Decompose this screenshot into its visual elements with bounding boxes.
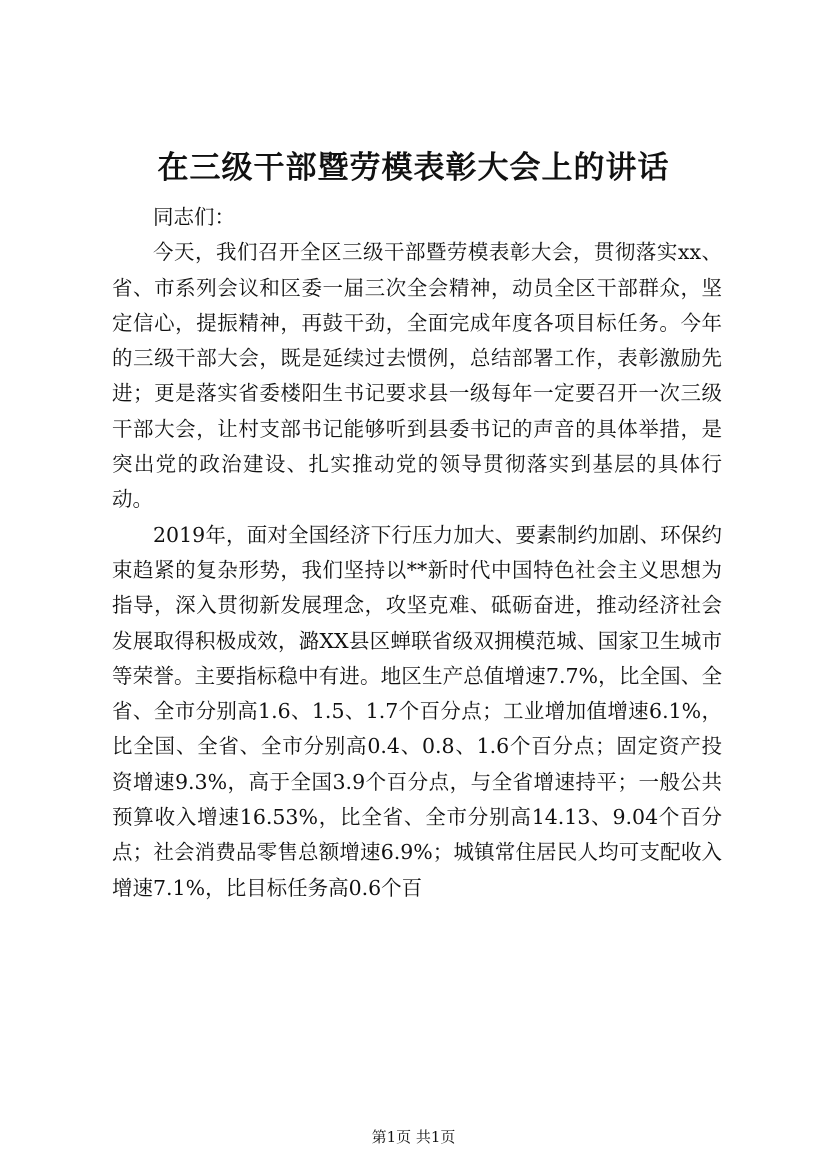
document-title: 在三级干部暨劳模表彰大会上的讲话 (157, 150, 670, 186)
document-body (112, 200, 722, 906)
paragraph-2: 2019年，面对全国经济下行压力加大、要素制约加剧、环保约束趋紧的复杂形势，我们坚持以**新时代中国特色社会主义思想为指导，深入贯彻新发展理念，攻坚克难、砥砺奋进，推动经济社会发展取得积极成效，潞XX县区蝉联省级双拥模范城、国家卫生城市等荣誉。主要指标稳中有进。地区生产总值增速7.7%，比全国、全省、全市分别高1.6、1.5、1.7个百分点；工业增加值增速6.1%，比全国、全省、全市分别高0.4、0.8、1.6个百分点；固定资产投资增速9.3%，高于全国3.9个百分点，与全省增速持平；一般公共预算收入增速16.53%，比全省、全市分别高14.13、9.04个百分点；社会消费品零售总额增速6.9%；城镇常住居民人均可支配收入增速7.1%，比目标任务高0.6个百 (112, 522, 722, 900)
salutation: 同志们： (153, 205, 235, 229)
paragraph-1: 今天，我们召开全区三级干部暨劳模表彰大会，贯彻落实xx、省、市系列会议和区委一届三次全会精神，动员全区干部群众，坚定信心，提振精神，再鼓干劲，全面完成年度各项目标任务。今年的三级干部大会，既是延续过去惯例，总结部署工作，表彰激励先进；更是落实省委楼阳生书记要求县一级每年一定要召开一次三级干部大会，让村支部书记能够听到县委书记的声音的具体举措，是突出党的政治建设、扎实推动党的领导贯彻落实到基层的具体行动。 (112, 240, 722, 512)
page-number-footer: 第1页 共1页 (371, 1128, 456, 1146)
